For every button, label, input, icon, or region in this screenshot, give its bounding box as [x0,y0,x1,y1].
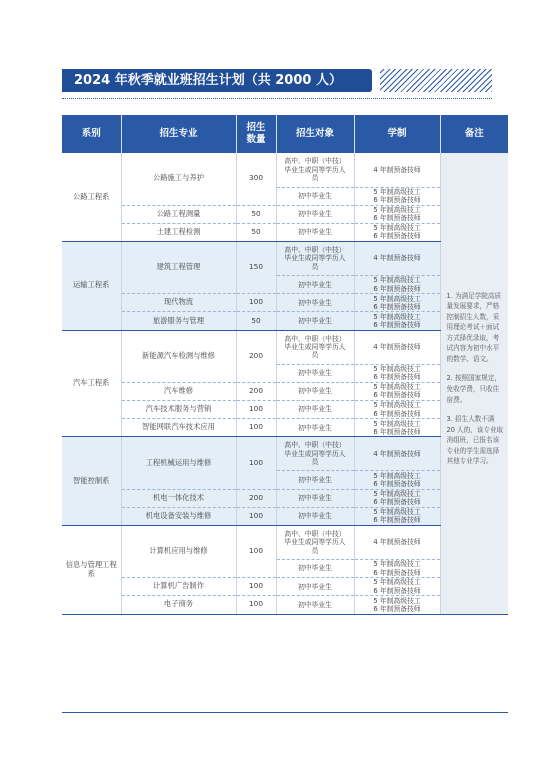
system-cell: 4 年制预备技师 [354,153,440,187]
target-cell: 初中毕业生 [276,312,354,330]
dept-cell: 公路工程系 [62,153,121,242]
target-cell: 初中毕业生 [276,401,354,419]
qty-cell: 100 [236,578,276,596]
major-cell: 现代物流 [121,294,236,312]
target-cell: 初中毕业生 [276,489,354,507]
target-cell: 初中毕业生 [276,205,354,223]
target-cell: 初中毕业生 [276,223,354,241]
dept-cell: 智能控制系 [62,437,121,526]
table-body [62,153,508,614]
qty-cell: 100 [236,596,276,614]
system-cell: 4 年制预备技师 [354,330,440,364]
header-system: 学制 [354,115,440,153]
note-item: 2. 按照国家规定，免收学费，只收住宿费。 [446,374,502,404]
notes-cell [440,153,508,614]
system-cell: 4 年制预备技师 [354,525,440,559]
major-cell: 公路工程测量 [121,205,236,223]
qty-cell: 100 [236,507,276,525]
qty-cell: 100 [236,525,276,577]
target-cell: 高中、中职（中技）毕业生或同等学历人员 [276,525,354,559]
title-divider [62,98,492,99]
qty-cell: 50 [236,312,276,330]
system-cell: 5 年制高级技工 6 年制预备技师 [354,471,440,489]
target-cell: 初中毕业生 [276,276,354,294]
qty-cell: 150 [236,242,276,294]
note-item: 3. 招生人数不满 20 人的，该专业取消组班，已报名该专业的学生需选择其他专业学习。 [446,415,504,466]
system-cell: 4 年制预备技师 [354,437,440,471]
target-cell: 初中毕业生 [276,471,354,489]
qty-cell: 200 [236,489,276,507]
major-cell: 汽车技术服务与营销 [121,401,236,419]
qty-cell: 50 [236,205,276,223]
system-cell: 5 年制高级技工 6 年制预备技师 [354,596,440,614]
qty-cell: 100 [236,419,276,437]
dept-cell: 运输工程系 [62,242,121,331]
target-cell: 初中毕业生 [276,294,354,312]
dept-cell: 信息与管理工程系 [62,525,121,614]
qty-cell: 200 [236,330,276,382]
target-cell: 初中毕业生 [276,559,354,577]
major-cell: 机电设备安装与维修 [121,507,236,525]
note-item: 1. 为满足学院高质量发展要求，严格控制招生人数，采用理论考试＋面试方式择优录取，考试内容为初中水平的数学、语文。 [446,291,502,363]
qty-cell: 100 [236,437,276,489]
page-title: 2024 年秋季就业班招生计划（共 2000 人） [62,69,372,92]
header-major: 招生专业 [121,115,236,153]
system-cell: 5 年制高级技工 6 年制预备技师 [354,205,440,223]
qty-cell: 50 [236,223,276,241]
major-cell: 新能源汽车检测与维修 [121,330,236,382]
system-cell: 5 年制高级技工 6 年制预备技师 [354,276,440,294]
major-cell: 工程机械运用与维修 [121,437,236,489]
target-cell: 初中毕业生 [276,382,354,400]
system-cell: 4 年制预备技师 [354,242,440,276]
major-cell: 汽车维修 [121,382,236,400]
qty-cell: 100 [236,401,276,419]
qty-cell: 100 [236,294,276,312]
system-cell: 5 年制高级技工 6 年制预备技师 [354,559,440,577]
table-bottom-rule [62,712,508,713]
target-cell: 初中毕业生 [276,187,354,205]
major-cell: 建筑工程管理 [121,242,236,294]
table-row [62,153,508,187]
major-cell: 土建工程检测 [121,223,236,241]
major-cell: 电子商务 [121,596,236,614]
target-cell: 初中毕业生 [276,507,354,525]
table-header-row [62,115,508,153]
header-notes: 备注 [440,115,508,153]
major-cell: 旅游服务与管理 [121,312,236,330]
system-cell: 5 年制高级技工 6 年制预备技师 [354,312,440,330]
header-dept: 系别 [62,115,121,153]
system-cell: 5 年制高级技工 6 年制预备技师 [354,364,440,382]
header-target: 招生对象 [276,115,354,153]
major-cell: 机电一体化技术 [121,489,236,507]
system-cell: 5 年制高级技工 6 年制预备技师 [354,507,440,525]
system-cell: 5 年制高级技工 6 年制预备技师 [354,294,440,312]
major-cell: 智能网联汽车技术应用 [121,419,236,437]
target-cell: 初中毕业生 [276,419,354,437]
dept-cell: 汽车工程系 [62,330,121,437]
major-cell: 计算机应用与维修 [121,525,236,577]
system-cell: 5 年制高级技工 6 年制预备技师 [354,401,440,419]
system-cell: 5 年制高级技工 6 年制预备技师 [354,382,440,400]
target-cell: 初中毕业生 [276,596,354,614]
target-cell: 初中毕业生 [276,578,354,596]
enrollment-table [62,115,508,615]
target-cell: 高中、中职（中技）毕业生或同等学历人员 [276,330,354,364]
system-cell: 5 年制高级技工 6 年制预备技师 [354,419,440,437]
system-cell: 5 年制高级技工 6 年制预备技师 [354,578,440,596]
major-cell: 公路施工与养护 [121,153,236,205]
target-cell: 高中、中职（中技）毕业生或同等学历人员 [276,242,354,276]
system-cell: 5 年制高级技工 6 年制预备技师 [354,489,440,507]
qty-cell: 300 [236,153,276,205]
major-cell: 计算机广告制作 [121,578,236,596]
header-qty: 招生数量 [236,115,276,153]
qty-cell: 200 [236,382,276,400]
system-cell: 5 年制高级技工 6 年制预备技师 [354,187,440,205]
system-cell: 5 年制高级技工 6 年制预备技师 [354,223,440,241]
decorative-hatch [380,69,492,92]
target-cell: 高中、中职（中技）毕业生或同等学历人员 [276,153,354,187]
target-cell: 高中、中职（中技）毕业生或同等学历人员 [276,437,354,471]
target-cell: 初中毕业生 [276,364,354,382]
